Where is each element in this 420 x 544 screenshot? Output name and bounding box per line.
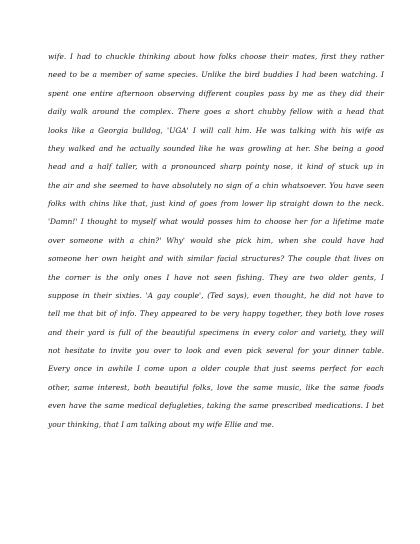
text-line: not hesitate to invite you over to look and even pick several for your dinner table. xyxy=(48,346,384,355)
text-line: and their yard is full of the beautiful specimens in every color and variety, they will xyxy=(48,327,384,337)
text-line: your thinking, that I am talking about my wife Ellie and me. xyxy=(48,419,275,429)
text-line: the corner is the only ones I have not seen fishing. They are two older gents, I xyxy=(48,272,384,282)
text-line: spent one entire afternoon observing different couples pass by me as they did their xyxy=(48,88,384,98)
text-line: Every once in awhile I come upon a older couple that just seems perfect for each xyxy=(48,364,384,374)
text-line: even have the same medical defugleties, taking the same prescribed medications. I bet xyxy=(48,401,384,411)
text-line: someone her own height and with similar facial structures? The couple that lives on xyxy=(48,254,384,264)
text-line: need to be a member of same species. Unlike the bird buddies I had been watching. I xyxy=(48,70,384,80)
text-line: other, same interest, both beautiful folks, love the same music, like the same foods xyxy=(48,382,384,392)
text-line: suppose in their sixties. 'A gay couple', (Ted says), even thought, he did not have to xyxy=(48,290,384,300)
text-line: daily walk around the complex. There goes a short chubby fellow with a head that xyxy=(48,107,384,117)
text-line: 'Damn!' I thought to myself what would posses him to choose her for a lifetime mate xyxy=(48,217,384,227)
text-line: over someone with a chin?' Why' would she pick him, when she could have had xyxy=(48,235,384,245)
text-line: tell me that bit of info. They appeared to be very happy together, they both love roses xyxy=(48,309,384,319)
text-line: head and a half taller, with a pronounced sharp pointy nose, it kind of stuck up in xyxy=(48,162,384,172)
text-line: looks like a Georgia bulldog, 'UGA' I will call him. He was talking with his wife as xyxy=(48,125,384,135)
body-text xyxy=(48,48,384,434)
text-line: wife. I had to chuckle thinking about how folks choose their mates, first they rather xyxy=(48,52,384,61)
text-line: folks with chins like that, just kind of goes from lower lip straight down to the neck. xyxy=(48,199,384,208)
text-line: the air and she seemed to have absolutely no sign of a chin whatsoever. You have seen xyxy=(48,180,384,190)
text-line: they walked and he actually sounded like he was growling at her. She being a good xyxy=(48,143,384,153)
